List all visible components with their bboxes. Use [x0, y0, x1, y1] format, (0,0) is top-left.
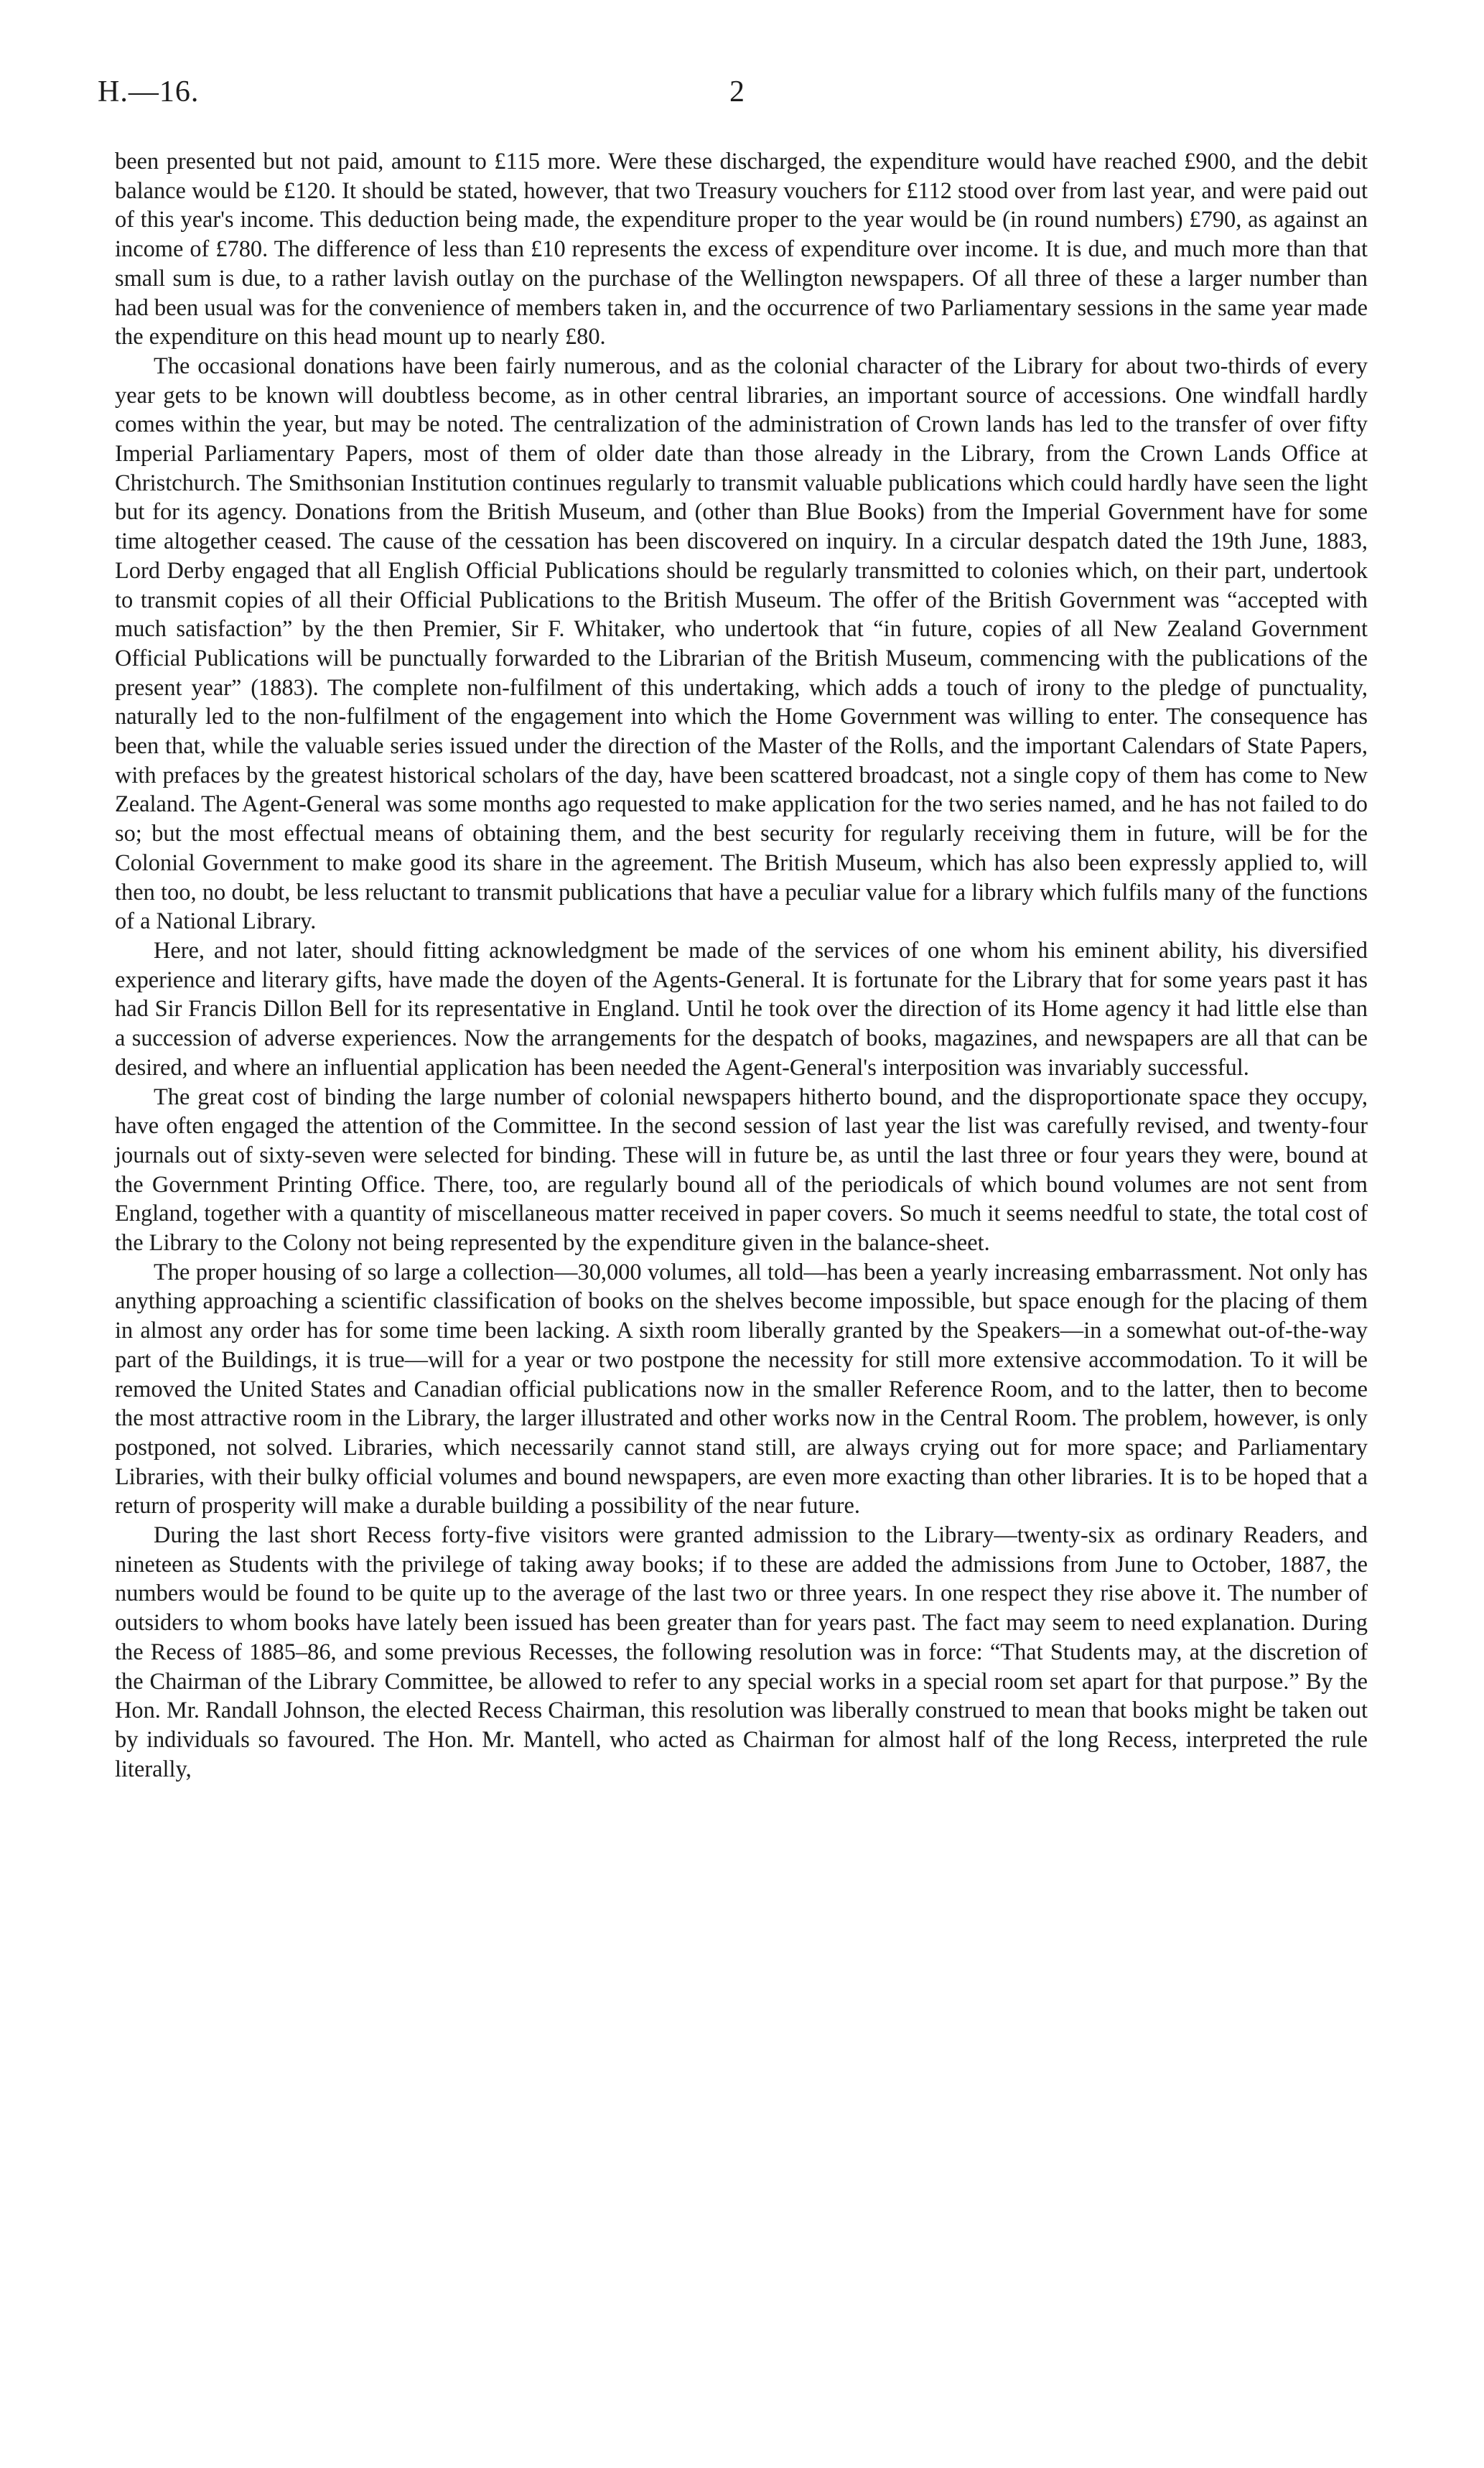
page-header	[98, 75, 1376, 118]
paragraph-agent-general: Here, and not later, should fitting acknowledgment be made of the services of one whom his eminent ability, his diversified experience and literary gifts, have made the doyen of the Agents-General. It is fortunate for the Library that for some years past it has had Sir Francis Dillon Bell for its representative in England. Until he took over the direction of its Home agency it had little else than a succession of adverse experiences. Now the arrangements for the despatch of books, magazines, and newspapers are all that can be desired, and where an influential application has been needed the Agent-General's interposition was invariably successful.	[115, 937, 1368, 1081]
paragraph-donations: The occasional donations have been fairly numerous, and as the colonial character of the Library for about two-thirds of every year gets to be known will doubtless become, as in other central libraries, an important source of accessions. One windfall hardly comes within the year, but may be noted. The centralization of the administration of Crown lands has led to the transfer of over fifty Imperial Parliamentary Papers, most of them of older date than those already in the Library, from the Crown Lands Office at Christchurch. The Smithsonian Institution continues regularly to transmit valuable publications which could hardly have seen the light but for its agency. Donations from the British Museum, and (other than Blue Books) from the Imperial Government have for some time altogether ceased. The cause of the cessation has been discovered on inquiry. In a circular despatch dated the 19th June, 1883, Lord Derby engaged that all English Official Publications should be regularly transmitted to colonies which, on their part, undertook to transmit copies of all their Official Publications to the British Museum. The offer of the British Government was “accepted with much satisfaction” by the then Premier, Sir F. Whitaker, who undertook that “in future, copies of all New Zealand Government Official Publications will be punctually forwarded to the Librarian of the British Museum, commencing with the publications of the present year” (1883). The complete non-fulfilment of this undertaking, which adds a touch of irony to the pledge of punctuality, naturally led to the non-fulfilment of the engagement into which the Home Government was willing to enter. The consequence has been that, while the valuable series issued under the direction of the Master of the Rolls, and the important Calendars of State Papers, with prefaces by the greatest historical scholars of the day, have been scattered broadcast, not a single copy of them has come to New Zealand. The Agent-General was some months ago requested to make application for the two series named, and he has not failed to do so; but the most effectual means of obtaining them, and the best security for regularly receiving them in future, will be for the Colonial Government to make good its share in the agreement. The British Museum, which has also been expressly applied to, will then too, no doubt, be less reluctant to transmit publications that have a peculiar value for a library which fulfils many of the functions of a National Library.	[115, 353, 1368, 935]
body-text	[115, 147, 1368, 1784]
paragraph-newspaper-binding: The great cost of binding the large number of colonial newspapers hitherto bound, and the disproportionate space they occupy, have often engaged the attention of the Committee. In the second session of last year the list was carefully revised, and twenty-four journals out of sixty-seven were selected for binding. These will in future be, as until the last three or four years they were, bound at the Government Printing Office. There, too, are regularly bound all of the periodicals of which bound volumes are not sent from England, together with a quantity of miscellaneous matter received in paper covers. So much it seems needful to state, the total cost of the Library to the Colony not being represented by the expenditure given in the balance-sheet.	[115, 1084, 1368, 1257]
paragraph-expenditure: been presented but not paid, amount to £115 more. Were these discharged, the expenditure would have reached £900, and the debit balance would be £120. It should be stated, however, that two Treasury vouchers for £112 stood over from last year, and were paid out of this year's income. This deduction being made, the expenditure proper to the year would be (in round numbers) £790, as against an income of £780. The difference of less than £10 represents the excess of expenditure over income. It is due, and much more than that small sum is due, to a rather lavish outlay on the purchase of the Wellington newspapers. Of all three of these a larger number than had been usual was for the convenience of members taken in, and the occurrence of two Parliamentary sessions in the same year made the expenditure on this head mount up to nearly £80.	[115, 149, 1368, 350]
page-number: 2	[729, 75, 745, 108]
paragraph-visitors: During the last short Recess forty-five visitors were granted admission to the Library—twenty-six as ordinary Readers, and nineteen as Students with the privilege of taking away books; if to these are added the admissions from June to October, 1887, the numbers would be found to be quite up to the average of the last two or three years. In one respect they rise above it. The number of outsiders to whom books have lately been issued has been greater than for years past. The fact may seem to need explanation. During the Recess of 1885–86, and some previous Recesses, the following resolution was in force: “That Students may, at the discretion of the Chairman of the Library Committee, be allowed to refer to any special works in a special room set apart for that purpose.” By the Hon. Mr. Randall Johnson, the elected Recess Chairman, this resolution was liberally construed to mean that books might be taken out by individuals so favoured. The Hon. Mr. Mantell, who acted as Chairman for almost half of the long Recess, interpreted the rule literally,	[115, 1522, 1368, 1782]
document-reference: H.—16.	[98, 75, 200, 108]
paragraph-housing: The proper housing of so large a collection—30,000 volumes, all told—has been a yearly increasing embarrassment. Not only has anything approaching a scientific classification of books on the shelves become impossible, but space enough for the placing of them in almost any order has for some time been lacking. A sixth room liberally granted by the Speakers—in a somewhat out-of-the-way part of the Buildings, it is true—will for a year or two postpone the necessity for still more extensive accommodation. To it will be removed the United States and Canadian official publications now in the smaller Reference Room, and to the latter, then to become the most attractive room in the Library, the larger illustrated and other works now in the Central Room. The problem, however, is only postponed, not solved. Libraries, which necessarily cannot stand still, are always crying out for more space; and Parliamentary Libraries, with their bulky official volumes and bound newspapers, are even more exacting than other libraries. It is to be hoped that a return of prosperity will make a durable building a possibility of the near future.	[115, 1259, 1368, 1519]
